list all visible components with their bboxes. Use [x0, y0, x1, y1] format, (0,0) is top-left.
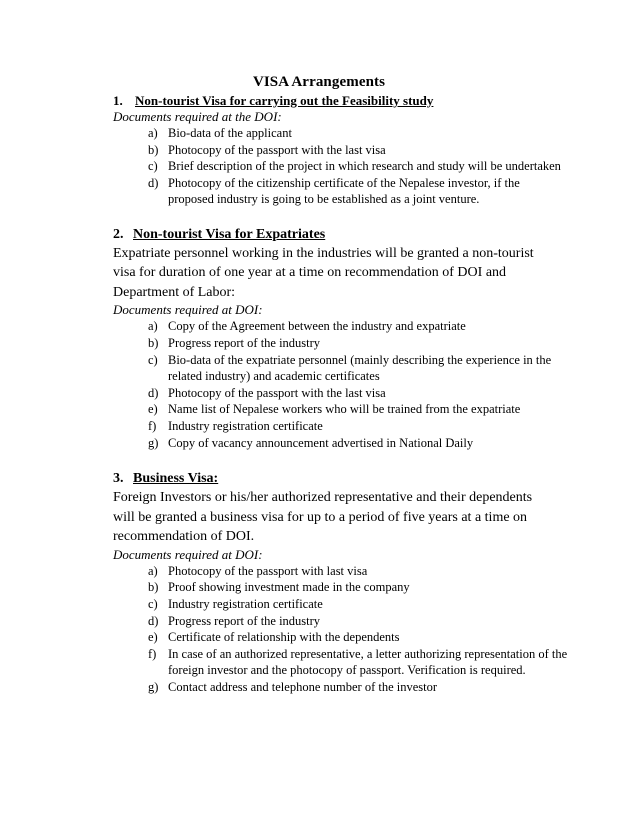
item-letter: c)	[148, 596, 158, 611]
documents-list	[113, 318, 553, 451]
item-letter: d)	[148, 385, 159, 400]
list-item	[113, 579, 568, 596]
list-item	[113, 385, 568, 402]
section-title: Non-tourist Visa for Expatriates	[133, 226, 326, 242]
item-text: Progress report of the industry	[168, 613, 321, 628]
item-text: Copy of vacancy announcement advertised in National Daily	[168, 435, 474, 450]
section-number: 2.	[113, 226, 124, 242]
item-text: Photocopy of the passport with the last visa	[168, 142, 386, 157]
list-item	[113, 352, 568, 385]
section-heading	[113, 92, 553, 109]
list-item	[113, 629, 568, 646]
item-letter: b)	[148, 142, 159, 157]
section-number: 3.	[113, 471, 124, 487]
item-text: Contact address and telephone number of the investor	[168, 679, 438, 694]
section-spacer	[113, 451, 553, 470]
item-text: Proof showing investment made in the company	[168, 580, 410, 595]
document-body	[113, 92, 568, 695]
documents-required-label: Documents required at the DOI:	[113, 109, 282, 124]
item-letter: d)	[148, 613, 159, 628]
documents-required-label: Documents required at DOI:	[113, 546, 263, 562]
item-letter: b)	[148, 580, 159, 595]
list-item	[113, 563, 568, 580]
item-text: Certificate of relationship with the dependents	[168, 630, 400, 645]
item-text: In case of an authorized representative, a letter authorizing representation of the foreign investor and the photocopy of passport. Verification is required.	[168, 646, 568, 678]
item-letter: f)	[148, 646, 157, 661]
item-text: Bio-data of the expatriate personnel (mainly describing the experience in the related industry) and academic certificates	[168, 352, 552, 384]
item-text: Brief description of the project in which research and study will be undertaken	[168, 159, 561, 174]
list-item	[113, 158, 568, 175]
page-title: VISA Arrangements	[252, 74, 386, 90]
item-text: Name list of Nepalese workers who will be trained from the expatriate	[168, 402, 521, 417]
list-item	[113, 401, 568, 418]
item-letter: g)	[148, 679, 159, 694]
item-letter: e)	[148, 402, 158, 417]
list-item	[113, 613, 568, 630]
item-letter: c)	[148, 352, 158, 367]
item-letter: f)	[148, 419, 157, 434]
section-spacer	[113, 208, 553, 226]
item-text: Copy of the Agreement between the industry and expatriate	[168, 319, 466, 334]
list-item	[113, 335, 568, 352]
item-text: Photocopy of the passport with last visa	[168, 563, 368, 578]
item-text: Photocopy of the passport with the last visa	[168, 385, 386, 400]
list-item	[113, 142, 568, 159]
documents-list	[113, 563, 568, 696]
section-heading	[113, 226, 553, 244]
documents-list	[113, 125, 561, 208]
list-item	[113, 175, 568, 208]
section-title: Non-tourist Visa for carrying out the Feasibility study	[135, 93, 434, 108]
list-item	[113, 125, 568, 142]
item-text: Bio-data of the applicant	[168, 126, 292, 140]
section-feasibility-visa	[113, 92, 561, 208]
item-text: Progress report of the industry	[168, 336, 321, 351]
section-description: Foreign Investors or his/her authorized representative and their dependents will be granted a business visa for up to a period of five years at a time on recommendation of DOI.	[113, 490, 533, 545]
section-title: Business Visa:	[133, 471, 219, 487]
list-item	[113, 418, 568, 435]
list-item	[113, 679, 568, 696]
list-item	[113, 435, 568, 452]
section-business-visa	[113, 470, 568, 695]
documents-required-label: Documents required at DOI:	[113, 302, 263, 318]
list-item	[113, 318, 568, 335]
list-item	[113, 596, 568, 613]
section-expatriate-visa	[113, 226, 553, 451]
item-letter: c)	[148, 159, 158, 174]
item-text: Industry registration certificate	[168, 596, 323, 611]
item-text: Industry registration certificate	[168, 419, 323, 434]
item-letter: g)	[148, 435, 159, 450]
section-heading	[113, 470, 553, 488]
item-text: Photocopy of the citizenship certificate of the Nepalese investor, if the proposed industry is going to be established as a joint venture.	[168, 175, 520, 207]
item-letter: a)	[148, 563, 158, 578]
section-description: Expatriate personnel working in the industries will be granted a non-tourist visa for duration of one year at a time on recommendation of DOI and Department of Labor:	[113, 245, 534, 300]
list-item	[113, 646, 568, 679]
item-letter: a)	[148, 126, 158, 140]
item-letter: b)	[148, 336, 159, 351]
item-letter: d)	[148, 175, 159, 190]
section-number: 1.	[113, 93, 123, 108]
item-letter: e)	[148, 630, 158, 645]
item-letter: a)	[148, 319, 158, 334]
